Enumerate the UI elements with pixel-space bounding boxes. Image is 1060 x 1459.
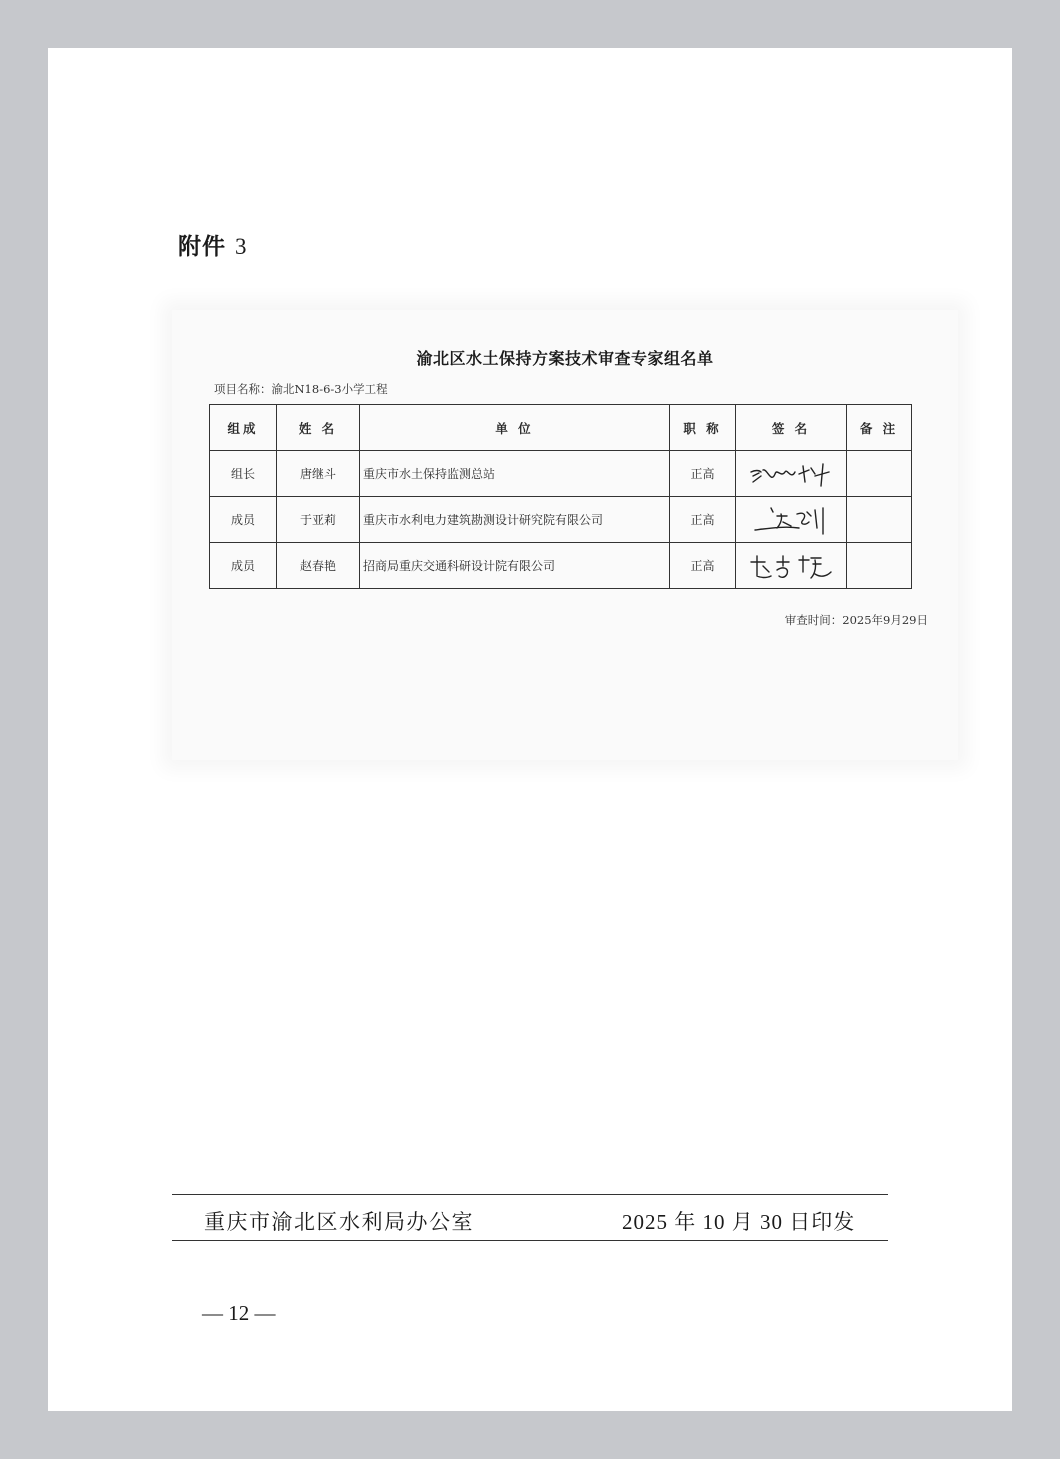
issuer-office: 重庆市渝北区水利局办公室 <box>204 1210 474 1234</box>
signature-cell <box>736 451 847 497</box>
role-cell: 成员 <box>210 543 277 589</box>
signature-cell <box>736 543 847 589</box>
scanned-form <box>172 310 958 760</box>
handwritten-signature <box>741 546 841 586</box>
table-row <box>210 497 912 543</box>
table-header-row <box>210 405 912 451</box>
attachment-label: 附件 <box>178 234 226 260</box>
role-cell: 组长 <box>210 451 277 497</box>
column-header: 组成 <box>210 405 277 451</box>
title-cell: 正高 <box>670 497 736 543</box>
unit-cell: 重庆市水利电力建筑勘测设计研究院有限公司 <box>360 497 670 543</box>
name-cell: 于亚莉 <box>277 497 360 543</box>
table-row <box>210 451 912 497</box>
attachment-number: 3 <box>235 234 248 259</box>
name-cell: 唐继斗 <box>277 451 360 497</box>
form-title: 渝北区水土保持方案技术审查专家组名单 <box>416 349 714 368</box>
table-row <box>210 543 912 589</box>
footer-bottom-rule <box>172 1240 888 1241</box>
role-cell: 成员 <box>210 497 277 543</box>
handwritten-signature <box>741 500 841 540</box>
handwritten-signature <box>741 454 841 494</box>
column-header: 单 位 <box>360 405 670 451</box>
issue-date: 2025 年 10 月 30 日印发 <box>622 1210 856 1234</box>
remark-cell <box>847 543 912 589</box>
page-number: — 12 — <box>202 1301 276 1325</box>
project-name: 项目名称：渝北N18-6-3小学工程 <box>214 382 388 396</box>
column-header: 职 称 <box>670 405 736 451</box>
column-header: 签 名 <box>736 405 847 451</box>
title-cell: 正高 <box>670 451 736 497</box>
footer-top-rule <box>172 1194 888 1195</box>
unit-cell: 招商局重庆交通科研设计院有限公司 <box>360 543 670 589</box>
expert-table <box>209 404 912 589</box>
remark-cell <box>847 451 912 497</box>
remark-cell <box>847 497 912 543</box>
column-header: 姓 名 <box>277 405 360 451</box>
review-date: 审查时间：2025年9月29日 <box>784 613 928 627</box>
attachment-heading <box>178 228 248 261</box>
signature-cell <box>736 497 847 543</box>
name-cell: 赵春艳 <box>277 543 360 589</box>
unit-cell: 重庆市水土保持监测总站 <box>360 451 670 497</box>
column-header: 备 注 <box>847 405 912 451</box>
document-page <box>48 48 1012 1411</box>
title-cell: 正高 <box>670 543 736 589</box>
